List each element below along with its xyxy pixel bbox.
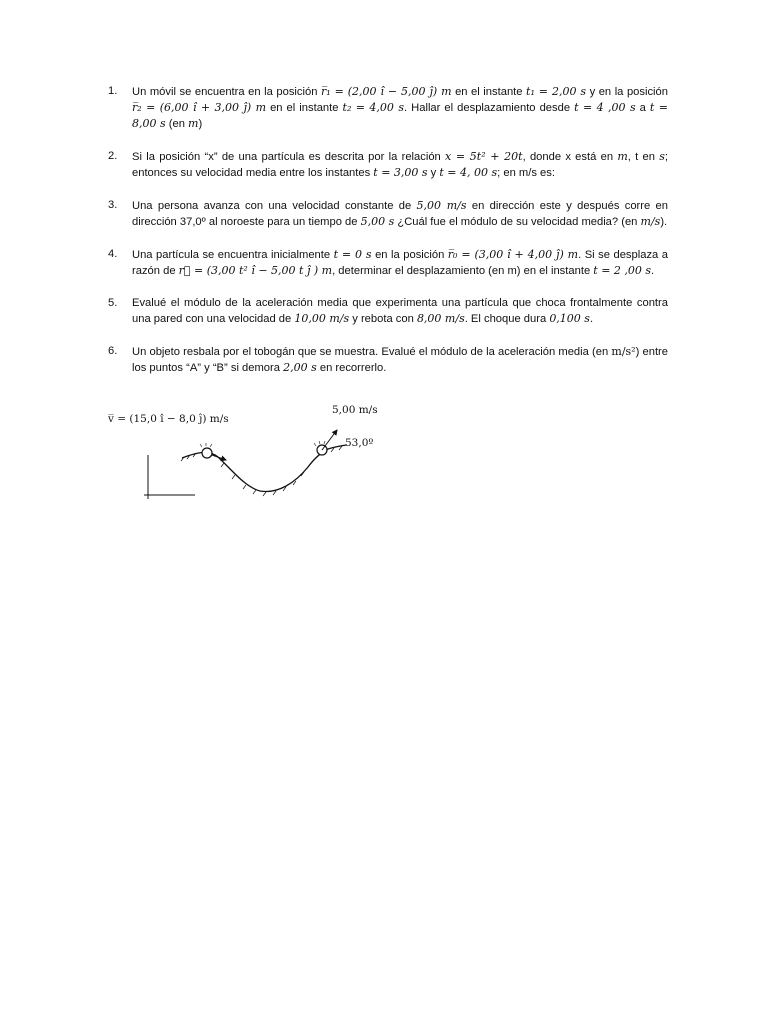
problem-number: 1. <box>108 85 118 97</box>
text-run: en el instante <box>451 86 527 98</box>
problem-text <box>132 198 668 230</box>
text-run: Una persona avanza con una velocidad constante de <box>132 200 417 212</box>
text-run: en recorrerlo. <box>316 362 387 374</box>
math-expression: 10,00 m/s <box>294 312 350 325</box>
text-run: ) <box>198 118 203 130</box>
problem-text <box>132 247 668 279</box>
math-expression: m/s <box>640 215 661 228</box>
text-run: Evalué el módulo de la aceleración media que experimenta una partícula que choca frontalmente contra una pared con una velocidad de <box>132 297 668 325</box>
math-expression: r̅₁ = (2,00 î − 5,00 ĵ) m <box>320 85 452 98</box>
problem-text <box>132 344 668 376</box>
slide-figure <box>100 395 400 510</box>
text-run: en la posición <box>371 249 448 261</box>
problem-text <box>132 149 668 181</box>
problem-number: 2. <box>108 150 118 162</box>
angle-label: 53,0º <box>345 437 374 449</box>
problem-item <box>108 198 668 230</box>
problem-item <box>108 344 668 376</box>
math-expression: r̅₀ = (3,00 î + 4,00 ĵ) m <box>447 248 579 261</box>
math-expression: t₁ = 2,00 s <box>526 85 587 98</box>
text-run: ; en m/s es: <box>497 167 555 179</box>
problem-list <box>108 84 668 393</box>
problem-item <box>108 84 668 132</box>
math-expression: 2,00 s <box>283 361 317 374</box>
math-expression: t = 0 s <box>333 248 372 261</box>
problem-number: 6. <box>108 345 118 357</box>
text-run: , t en <box>627 151 660 163</box>
math-expression: t = 4 ,00 s <box>574 101 636 114</box>
slide-diagram <box>100 395 400 510</box>
text-run: y rebota con <box>349 313 417 325</box>
text-run: en el instante <box>266 102 343 114</box>
text-run: a <box>635 102 650 114</box>
text-run: y en la posición <box>586 86 668 98</box>
problem-number: 3. <box>108 199 118 211</box>
text-run: , determinar el desplazamiento (en m) en el instante <box>332 265 594 277</box>
math-expression: m <box>188 117 199 130</box>
math-expression: 0,100 s <box>549 312 590 325</box>
text-run: ) entre los puntos “A” y “B” si demora <box>132 346 668 374</box>
velocity-label: v̅ = (15,0 î − 8,0 ĵ) m/s <box>108 413 229 425</box>
text-run: . Hallar el desplazamiento desde <box>404 102 575 114</box>
text-run: Una partícula se encuentra inicialmente <box>132 249 334 261</box>
text-run: Un móvil se encuentra en la posición <box>132 86 321 98</box>
math-expression: r⃗ = (3,00 t² î − 5,00 t ĵ ) m <box>178 264 333 277</box>
math-unit: m/s² <box>611 345 636 358</box>
text-run: . <box>589 313 594 325</box>
math-expression: r̅₂ = (6,00 î + 3,00 ĵ) m <box>132 101 267 114</box>
math-expression: m <box>617 150 628 163</box>
math-expression: 8,00 m/s <box>416 312 465 325</box>
problem-text <box>132 84 668 132</box>
math-expression: t₂ = 4,00 s <box>342 101 405 114</box>
math-expression: t = 3,00 s <box>373 166 428 179</box>
math-expression: 5,00 s <box>360 215 395 228</box>
math-expression: 5,00 m/s <box>416 199 467 212</box>
text-run: y <box>427 167 440 179</box>
problem-number: 5. <box>108 297 118 309</box>
text-run: ; entonces su velocidad media entre los instantes <box>132 151 668 179</box>
speed-label: 5,00 m/s <box>332 404 378 416</box>
object-b <box>314 441 327 455</box>
math-expression: t = 2 ,00 s <box>593 264 652 277</box>
text-run: . <box>651 265 655 277</box>
velocity-arrow-a <box>212 455 226 460</box>
text-run: ). <box>660 216 668 228</box>
text-run: en dirección este y después corre en dirección 37,0º al noroeste para un tiempo de <box>132 200 668 228</box>
problem-item <box>108 247 668 279</box>
axes <box>144 455 195 499</box>
text-run: ¿Cuál fue el módulo de su velocidad media? (en <box>394 216 641 228</box>
problem-number: 4. <box>108 248 118 260</box>
text-run: Un objeto resbala por el tobogán que se muestra. Evalué el módulo de la aceleración media (en <box>132 346 612 358</box>
math-expression: t = 8,00 s <box>132 101 668 130</box>
problem-text <box>132 296 668 327</box>
problem-item <box>108 296 668 327</box>
text-run: Si la posición “x” de una partícula es descrita por la relación <box>132 151 446 163</box>
problem-item <box>108 149 668 181</box>
object-a <box>200 443 212 458</box>
text-run: . El choque dura <box>464 313 550 325</box>
text-run: , donde x está en <box>522 151 618 163</box>
text-run: . Si se desplaza a razón de <box>132 249 668 277</box>
math-expression: x = 5t² + 20t <box>445 150 523 163</box>
text-run: (en <box>165 118 189 130</box>
math-expression: t = 4, 00 s <box>439 166 498 179</box>
math-expression: s <box>659 150 665 163</box>
